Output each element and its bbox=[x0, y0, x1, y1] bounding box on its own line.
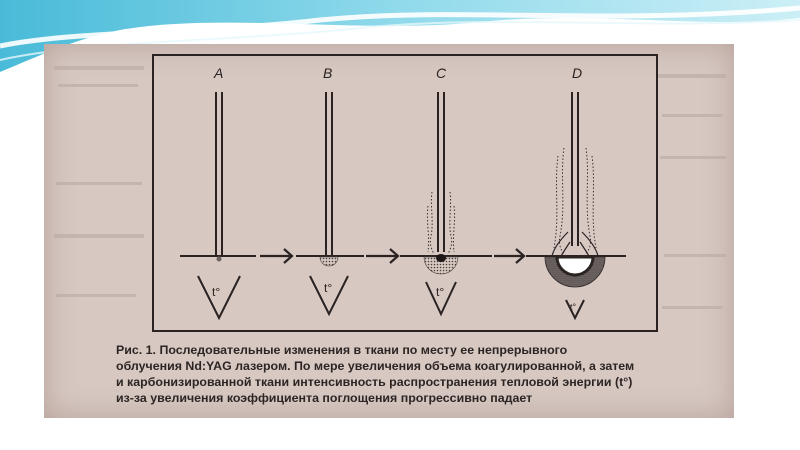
panel-letter-b: B bbox=[323, 65, 333, 81]
laser-fiber-c bbox=[438, 92, 444, 252]
panel-letter-a: A bbox=[214, 65, 224, 81]
coagulation-zone-b bbox=[320, 257, 338, 266]
laser-tissue-diagram bbox=[154, 56, 656, 330]
caption-line-3: и карбонизированной ткани интенсивность распространения тепловой энергии (t°) bbox=[116, 375, 633, 389]
figure-frame bbox=[152, 54, 658, 332]
caption-line-4: из-за увеличения коэффициента поглощения прогрессивно падает bbox=[116, 391, 533, 405]
temperature-label-a: t° bbox=[212, 285, 221, 299]
temperature-label-d: t° bbox=[570, 302, 577, 312]
arrow-a-to-b bbox=[260, 249, 292, 263]
caption-text-1: Последовательные изменения в ткани по месту ее непрерывного bbox=[159, 343, 568, 357]
caption-line-1 bbox=[116, 342, 726, 358]
temperature-label-b: t° bbox=[324, 281, 333, 295]
arrow-b-to-c bbox=[366, 249, 398, 263]
figure-caption bbox=[116, 342, 726, 406]
carbonization-spot-c bbox=[436, 254, 446, 262]
panel-letter-d: D bbox=[572, 65, 583, 81]
laser-fiber-a bbox=[216, 92, 222, 255]
scanned-page bbox=[44, 44, 734, 418]
vapor-plume-c bbox=[427, 192, 454, 254]
panel-letter-c: C bbox=[436, 65, 447, 81]
temperature-label-c: t° bbox=[436, 285, 445, 299]
arrow-c-to-d bbox=[494, 249, 524, 263]
vapor-branches-d bbox=[552, 232, 598, 258]
caption-line-2: облучения Nd:YAG лазером. По мере увеличения объема коагулированной, а затем bbox=[116, 359, 635, 373]
laser-fiber-b bbox=[326, 92, 332, 255]
heat-spot-a bbox=[217, 257, 222, 262]
caption-label: Рис. 1. bbox=[116, 343, 156, 357]
laser-fiber-d bbox=[572, 92, 578, 246]
